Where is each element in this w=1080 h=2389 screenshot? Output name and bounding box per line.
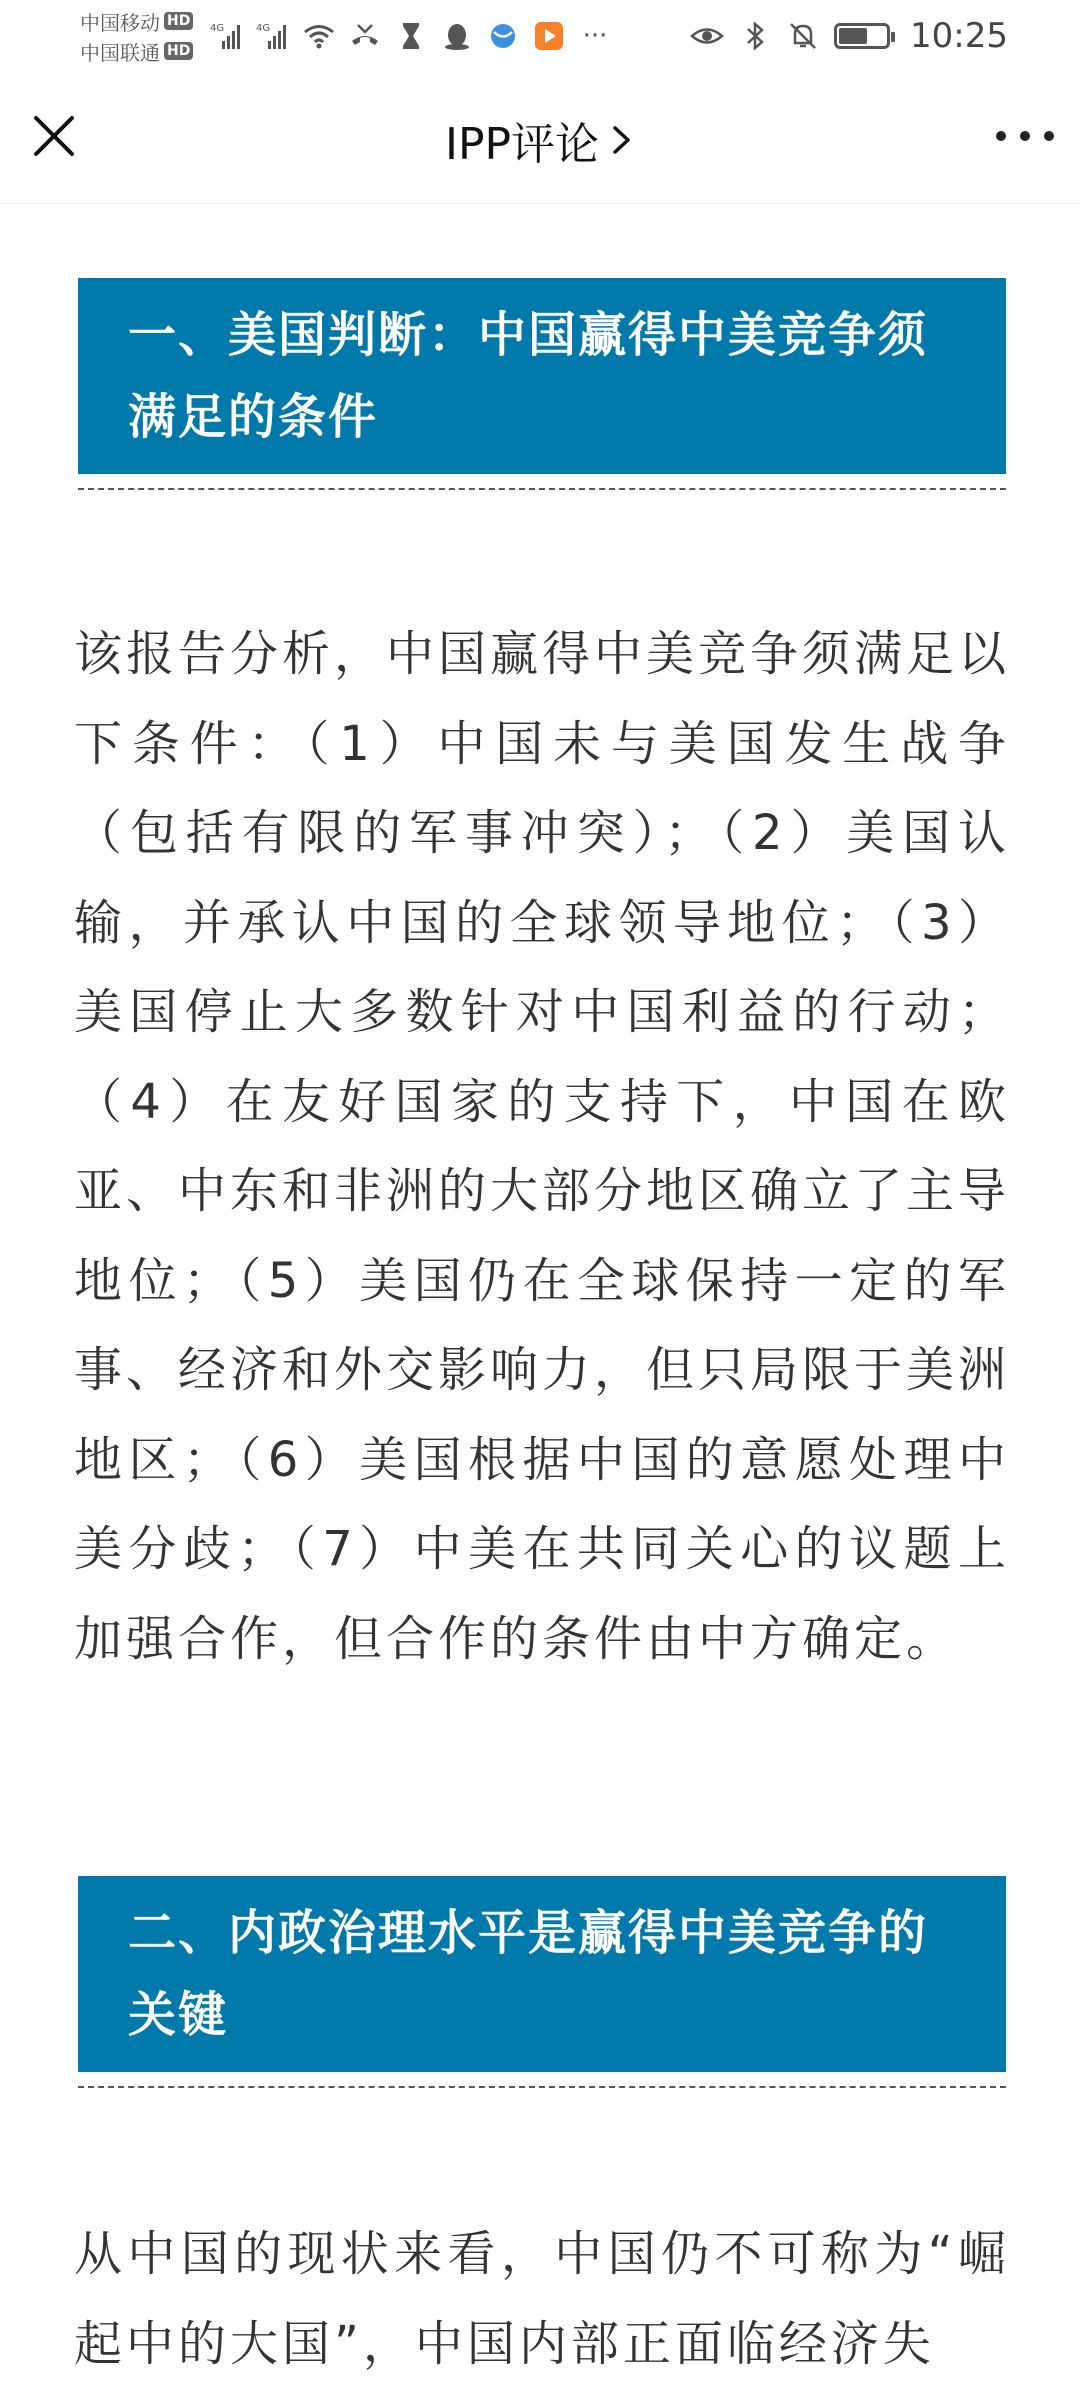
carrier-2-label: 中国联通 [80, 40, 160, 65]
eye-icon [690, 19, 724, 53]
network-type-1: 4G [210, 23, 225, 34]
carrier-info [80, 6, 210, 66]
article-paragraph-1: 该报告分析，中国赢得中美竞争须满足以下条件：（1）中国未与美国发生战争（包括有限的军事冲突）；（2）美国认输，并承认中国的全球领导地位；（3）美国停止大多数针对中国利益的行动；（4）在友好国家的支持下，中国在欧亚、中东和非洲的大部分地区确立了主导地位；（5）美国仍在全球保持一定的军事、经济和外交影响力，但只局限于美洲地区；（6）美国根据中国的意愿处理中美分歧；（7）中美在共同关心的议题上加强合作，但合作的条件由中方确定。 [74, 626, 1011, 1667]
browser-icon [486, 19, 520, 53]
status-bar [0, 0, 1080, 72]
signal-icon [256, 19, 290, 53]
carrier-row-2 [80, 36, 210, 66]
more-options-button[interactable] [996, 120, 1054, 152]
missed-call-icon [348, 19, 382, 53]
status-time: 10:25 [910, 16, 1008, 56]
page-title: IPP评论 [444, 119, 600, 170]
video-app-icon [532, 19, 566, 53]
heading-divider-1 [78, 488, 1006, 490]
nav-title-area [0, 108, 1080, 172]
status-icons-right [690, 14, 1008, 58]
carrier-row-1 [80, 6, 210, 36]
nav-bar [0, 72, 1080, 204]
article-paragraph-2: 从中国的现状来看，中国仍不可称为“崛起中的大国”，中国内部正面临经济失 [74, 2226, 1010, 2372]
chevron-right-icon [609, 123, 635, 157]
network-type-2: 4G [256, 23, 271, 34]
more-dot-icon [996, 131, 1006, 141]
signal-icon [210, 19, 244, 53]
section-heading-2: 二、内政治理水平是赢得中美竞争的关键 [78, 1876, 1006, 2072]
more-dot-icon [1020, 131, 1030, 141]
account-title-link[interactable] [445, 108, 635, 172]
hd-badge-1: HD [164, 12, 193, 30]
bluetooth-icon [738, 19, 772, 53]
more-notifications-text: ··· [582, 21, 608, 51]
more-icon [578, 19, 612, 53]
mute-icon [786, 19, 820, 53]
more-dot-icon [1044, 131, 1054, 141]
carrier-1-label: 中国移动 [80, 10, 160, 35]
hd-badge-2: HD [164, 42, 193, 60]
status-icons-left [210, 14, 612, 58]
battery-icon [834, 23, 890, 49]
section-heading-1: 一、美国判断：中国赢得中美竞争须满足的条件 [78, 278, 1006, 474]
battery-level-fill [839, 28, 867, 44]
qq-icon [440, 19, 474, 53]
hourglass-icon [394, 19, 428, 53]
wifi-icon [302, 19, 336, 53]
heading-divider-2 [78, 2086, 1006, 2088]
